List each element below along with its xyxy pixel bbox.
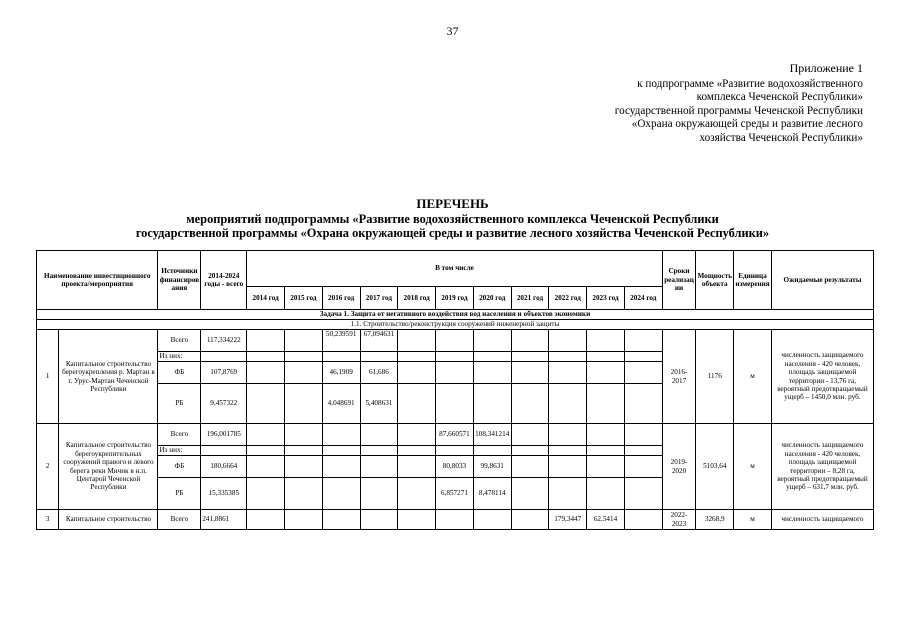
total-cell: 241,8861 — [201, 510, 247, 530]
source-cell: ФБ — [158, 362, 201, 384]
page-number: 37 — [446, 24, 459, 38]
header-year: 2021 год — [511, 287, 549, 310]
total-cell: 180,6664 — [201, 456, 247, 478]
capacity-cell: 5103,64 — [696, 424, 734, 510]
total-cell: 117,334222 — [201, 330, 247, 352]
source-cell: Всего — [158, 424, 201, 446]
section-title: 1.1. Строительство/реконструкция сооружений инженерной защиты — [37, 320, 874, 330]
project-name: Капитальное строительство берегоукрепления р. Мартан в г. Урус-Мартан Чеченской Республики — [59, 330, 158, 424]
value-cell: 6,857271 — [436, 478, 474, 510]
capacity-cell: 3268,9 — [696, 510, 734, 530]
header-total: 2014-2024 годы - всего — [201, 251, 247, 310]
source-cell: Из них: — [158, 446, 201, 456]
header-capacity: Мощность объекта — [696, 251, 734, 310]
header-year: 2017 год — [360, 287, 398, 310]
unit-cell: м — [734, 330, 772, 424]
result-cell: численность защищаемого населения - 420 человек, площадь защищаемой территории – 8,28 га, вероятный предотвращаемый ущерб – 631,7 млн. руб. — [771, 424, 873, 510]
appendix-title: Приложение 1 — [789, 61, 863, 75]
header-year: 2016 год — [322, 287, 360, 310]
value-cell: 62,5414 — [587, 510, 625, 530]
term-cell: 2019-2020 — [662, 424, 696, 510]
capacity-cell: 1176 — [696, 330, 734, 424]
source-cell: Всего — [158, 510, 201, 530]
value-cell: 99,8631 — [473, 456, 511, 478]
source-cell: РБ — [158, 384, 201, 424]
appendix-line: комплекса Чеченской Республики» — [696, 91, 863, 103]
result-cell: численность защищаемого населения - 420 человек, площадь защищаемой территории - 13,76 га, вероятный предотвращаемый ущерб – 1450,0 млн. руб. — [771, 330, 873, 424]
value-cell: 4,048691 — [322, 384, 360, 424]
header-year: 2019 год — [436, 287, 474, 310]
header-year: 2014 год — [247, 287, 285, 310]
header-source: Источники финансирования — [158, 251, 201, 310]
result-cell: численность защищаемого — [771, 510, 873, 530]
document-title: ПЕРЕЧЕНЬ — [416, 196, 489, 211]
source-cell: Всего — [158, 330, 201, 352]
term-cell: 2022-2023 — [662, 510, 696, 530]
header-year: 2024 год — [624, 287, 662, 310]
appendix-line: хозяйства Чеченской Республики» — [699, 131, 863, 144]
value-cell: 80,8033 — [436, 456, 474, 478]
header-unit: Единица измерения — [734, 251, 772, 310]
total-cell: 196,001785 — [201, 424, 247, 446]
appendix-block — [615, 62, 863, 145]
term-cell: 2016-2017 — [662, 330, 696, 424]
value-cell: 8,478114 — [473, 478, 511, 510]
subtitle-line: государственной программы «Охрана окружающей среды и развитие лесного хозяйства Чеченской Республики» — [135, 226, 770, 240]
value-cell: 67,094631 — [360, 330, 398, 352]
header-year: 2018 год — [398, 287, 436, 310]
value-cell: 50,239591 — [322, 330, 360, 352]
header-year: 2023 год — [587, 287, 625, 310]
subtitle-line: мероприятий подпрограммы «Развитие водохозяйственного комплекса Чеченской Республики — [186, 212, 719, 226]
appendix-line: «Охрана окружающей среды и развитие лесного — [631, 118, 863, 130]
total-cell: 9,457322 — [201, 384, 247, 424]
table-row — [37, 424, 874, 446]
header-row — [37, 251, 874, 287]
header-breakdown: В том числе — [247, 251, 662, 287]
project-name: Капитальное строительство берегоукрепительных сооружений правого и левого берега реки Мичик в н.п. Центарой Чеченской Республики — [59, 424, 158, 510]
header-year: 2015 год — [285, 287, 323, 310]
source-cell: Из них: — [158, 352, 201, 362]
measures-table — [36, 250, 874, 530]
value-cell: 179,3447 — [549, 510, 587, 530]
header-year: 2022 год — [549, 287, 587, 310]
header-name: Наименование инвестиционного проекта/мероприятия — [37, 251, 158, 310]
section-row — [37, 320, 874, 330]
value-cell: 5,408631 — [360, 384, 398, 424]
task-title: Задача 1. Защита от негативного воздействия вод населения и объектов экономики — [37, 310, 874, 320]
value-cell: 108,341214 — [473, 424, 511, 446]
table-row — [37, 510, 874, 530]
appendix-line: государственной программы Чеченской Республики — [614, 104, 863, 117]
row-number: 3 — [37, 510, 59, 530]
total-cell: 15,335385 — [201, 478, 247, 510]
table-row — [37, 330, 874, 352]
header-result: Ожидаемые результаты — [771, 251, 873, 310]
row-number: 1 — [37, 330, 59, 424]
row-number: 2 — [37, 424, 59, 510]
value-cell: 87,660571 — [436, 424, 474, 446]
source-cell: ФБ — [158, 456, 201, 478]
appendix-line: к подпрограмме «Развитие водохозяйственного — [637, 77, 863, 90]
value-cell: 46,1909 — [322, 362, 360, 384]
project-name: Капитальное строительство — [59, 510, 158, 530]
total-cell: 107,8769 — [201, 362, 247, 384]
header-year: 2020 год — [473, 287, 511, 310]
unit-cell: м — [734, 424, 772, 510]
unit-cell: м — [734, 510, 772, 530]
value-cell: 61,686 — [360, 362, 398, 384]
document-subtitle — [30, 212, 875, 240]
task-row — [37, 310, 874, 320]
source-cell: РБ — [158, 478, 201, 510]
header-term: Сроки реализации — [662, 251, 696, 310]
